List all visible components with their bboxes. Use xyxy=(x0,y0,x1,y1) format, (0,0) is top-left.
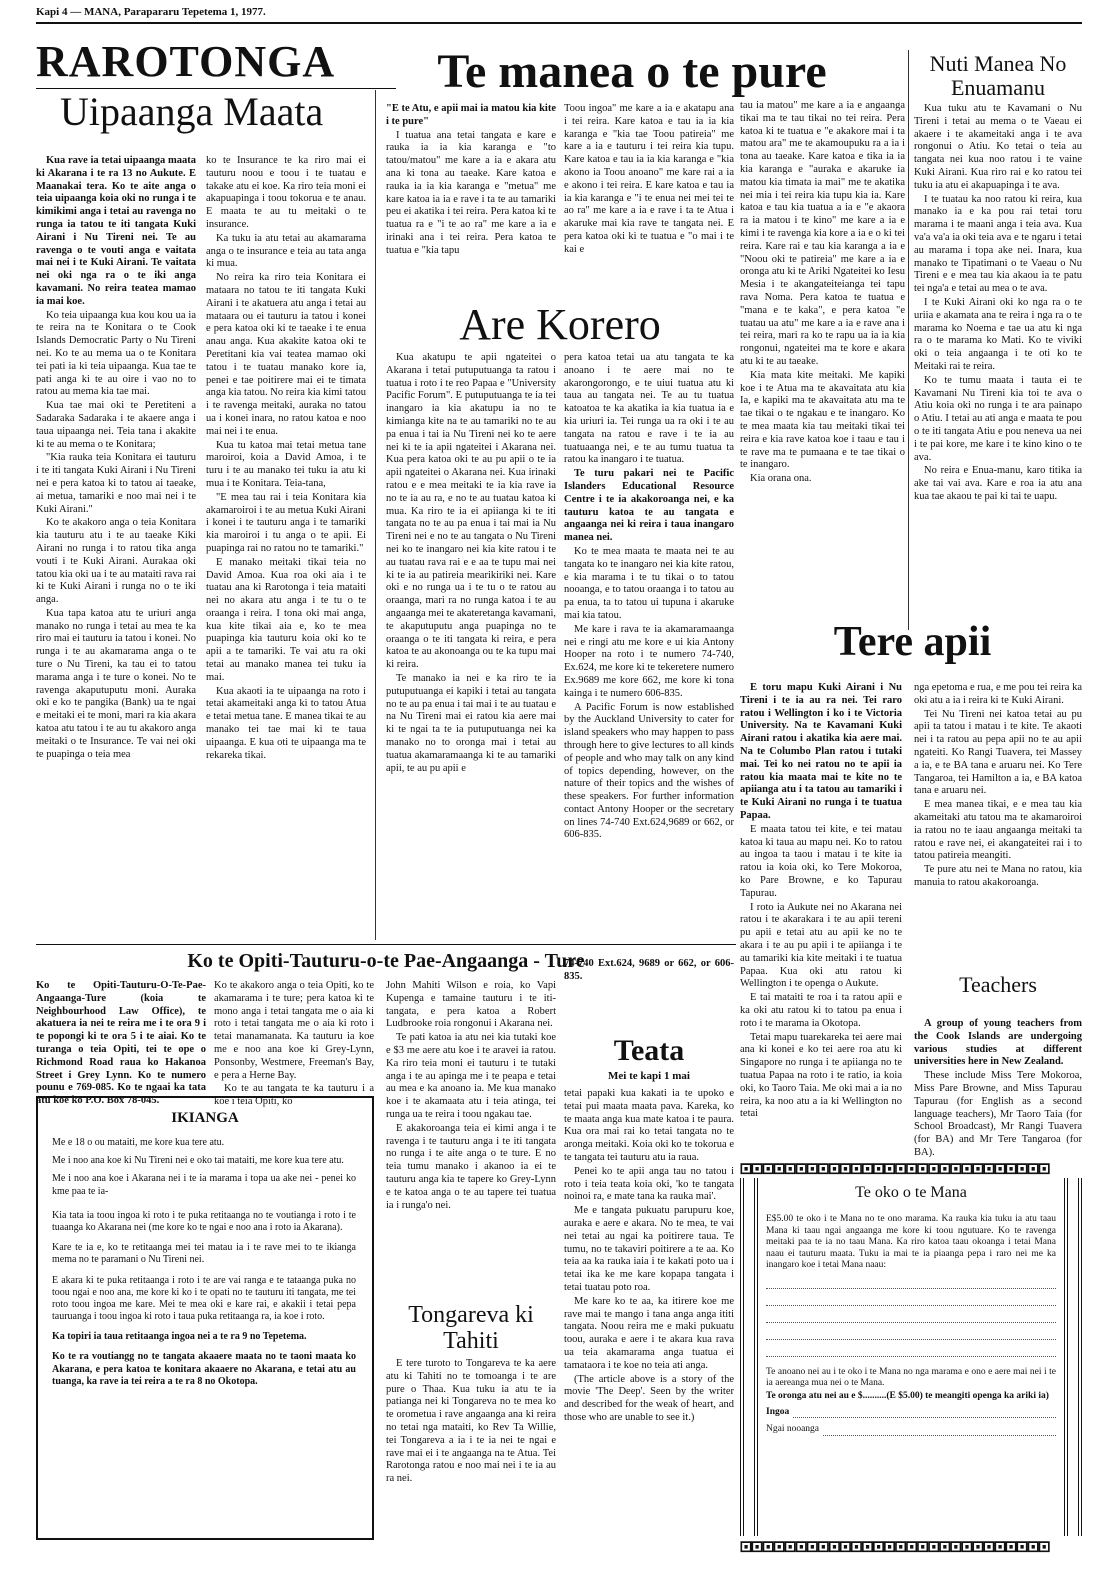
article-paragraph: I te Kuki Airani oki ko nga ra o te uriia e akamata ana te reira i nga ra o te marama ko Noema e tae ua atu ki nga ra o te marama ko Mati. Ko te viviki oki o teia angaanga i te oti ko te Meitaki rai te reira. xyxy=(914,296,1082,372)
article-paragraph: Kua akaoti ia te uipaanga na roto i tetai akameitaki anga ki to tatou Atua e tetai metua tane. E manea tikai te au manako tei tae mai ki te taua uipaanga. E kua oti te uipaanga ma te rekareka tikai. xyxy=(206,685,366,761)
subscription-intro: E$5.00 te oko i te Mana no te ono marama. Ka rauka kia tuku ia atu taau Mana ki taau ngai angaanga me kore ki toou ngutuare. Ko te ravenga meitaki paa te ia no taau Mana. Ka riro katoa taau okoanga i tetai Mana naau ei tauturu maata. Tuku ia mai te ia piaanga pepa i raro nei me ka inangaro koe i tetai Mana naau: xyxy=(766,1214,1056,1271)
article-paragraph: E manako meitaki tikai teia no David Amoa. Kua roa oki aia i te tuatau ana ki Rarotonga i teia mataiti nei no akara atu anga i te tu o te oraanga i reira. I tona oki mai anga, kua kite tikai aia e, ko te mea puapinga kia tauturu koia oki ko te apii a te tamariki. Te vai atu ra oki tetai au manako manea tei tuku ia mai. xyxy=(206,556,366,683)
nuti-col xyxy=(914,103,1082,625)
list-item: Ko te ra voutiangg no te tangata akaaere maata no te taoni maata ko Akarana, e pera katoa te konitara akaaere no Akarana, e tetai atu au tuanga, ka rave ia tei reira a te ra 8 no Okotopa. xyxy=(52,1351,356,1387)
subscription-box xyxy=(740,1158,1082,1558)
nuti-title: Nuti Manea No Enuamanu xyxy=(929,51,1067,100)
article-paragraph: Ka tuku ia atu tetai au akamarama anga o te insurance e teia au tata anga ki mua. xyxy=(206,232,366,270)
article-paragraph: Tei Nu Tireni nei katoa tetai au pu apii ta tatou i matau i te kite. Te akaoti nei i ta ratou au pepa apii no te au apii ngateiti. Ko Rangi Tuavera, tei Massey a ia, e te BA tana e aruaru nei. Ko Tere Tangaroa, tei Hamilton a ia, e BA katoa tana e aruaru nei. xyxy=(914,708,1082,797)
subscription-footer: Te anoano nei au i te oko i te Mana no nga marama e ono e aere mai nei i te ia aereanga mua nei o te Mana. xyxy=(766,1366,1056,1389)
article-paragraph: Ko te mea maata te maata nei te au tangata ko te inangaro nei kia kite ratou, e kia marama i te tu tikai o to tatou nooanga, e to tatou oraanga i to tatou au pa enua, ta to tatou ui tupuna i akaruke mai kia tatou. xyxy=(564,545,734,621)
article-paragraph: ko te Insurance te ka riro mai ei tauturu noou e toou i te tuatau e takake atu ei koe. Ka riro teia moni ei akapuapinga i toou tokorua e te anau. E maata te au tu meitaki o te insurance. xyxy=(206,155,366,230)
article-paragraph: tau ia matou" me kare a ia e angaanga tikai ma te tau tikai no tei reira. Pera katoa ki te tuatua e "e akakore mai i ta matou ara" me te akamoupuku ra a ia i tona au taeake. Kare katoa e tika ia ia kia karanga e "auraka e akaruke ia matou kia timata ia mai" me te akatika nei mia i tei reira kia tupu kia ia. Kare katoa e tau kia tuatua a ia e "e akaora ra ia matou i te kino" me kare a ia e kimi i te ravenga kia kore a ia e o ki tei reira. Kare rai e tau kia karanga a ia e "Noou oki te patireia" me kare a ia e oronga atu ki te Ariki Ngateitei ko Iesu Mesia i te akangateiteianga tei tapu rava Noma. Pera katoa te tuatua e "mana e te kaka", e pera katoa "e tuatau ua atu" me kare a ia e rave ana i tei reira, mari ra ko te rapu ua ia ia kia rongonui, ngateitei ma te kore e akara atu ki te au taeake. xyxy=(740,100,905,367)
list-item: E akara ki te puka retitaanga i roto i te are vai ranga e te tataanga puka no toou ngai e noo ana, me kore ki ko i te opati no te tauturu iti tangata, me tei roto toou ingoa me kare. Mei te mea oki e kare rai, e akakii i tetai pepa tauruanga i toou ingoa ki roto i taua puka retitaanga ra, ia koe i roto. xyxy=(52,1274,356,1323)
list-item: Ka topiri ia taua retitaanga ingoa nei a te ra 9 no Tepetema. xyxy=(52,1331,307,1343)
teachers-col xyxy=(914,1018,1082,1158)
manea-col2 xyxy=(564,103,734,288)
article-paragraph: Me e tangata pukuatu parupuru koe, auraka e aere e akara. No te mea, te vai nei tetai au ngai ka poitirere taua. Te tumu, no te takaviri poitirere a te aa. Ko teia aa ka rauka iaia i te kakati poto ua i tetai ika ke me kare kopapa tangata i tetai tuatau poto roa. xyxy=(564,1205,734,1293)
article-paragraph: "E te Atu, e apii mai ia matou kia kite i te pure" xyxy=(386,103,556,127)
manea-col1 xyxy=(386,103,556,288)
rarotonga-col1 xyxy=(36,155,196,940)
list-item: Kia tata ia toou ingoa ki roto i te puka retitaanga no te voutianga i roto i te tuaanga ko Akarana nei (me kore ko te ngai e noo ana i roto ia Akarana). xyxy=(52,1209,356,1233)
article-paragraph: (The article above is a story of the movie 'The Deep'. Seen by the writer and described for the weak of heart, and those who are unable to see it.) xyxy=(564,1373,734,1423)
article-paragraph: Ko te akakoro anga o teia Opiti, ko te akamarama i te ture; pera katoa ki te mono anga i tetai tangata me o aia ki roto i tetai tangata me o aia ki roto i tetai manamanata. Ka tauturu ia koe me e noo ana koe ki Grey-Lynn, Ponsonby, Westmere, Freeman's Bay, e pera a Herne Bay. xyxy=(214,980,374,1081)
arekorero-col1 xyxy=(386,352,556,942)
article-paragraph: pera katoa tetai ua atu tangata te ka anoano i te aere mai no te akarongorongo, e te uiui tuatua atu ki taua au tangata nei. Te au tu tuatua katoatoa te ka akatika ia kia tuatua ia e kia uriuri ia. Tei runga ua ra oki i te au tangata na ratou e rave i te ia au tuatuaanga nei, e te au tumu tuatua ta ratou ka inangaro i te tuatua. xyxy=(564,352,734,466)
teata-title: Teata xyxy=(613,1034,685,1067)
arekorero-title: Are Korero xyxy=(459,300,661,349)
article-paragraph: Te manako ia nei e ka riro te ia putuputuanga ei kapiki i tetai au tangata no te au pa enua i tai mai i te au tuatau e na Nu Tireni mai ei ratou kia aere mai ki te ngai ta te ia putuputuanga nei ka manako no to oronga mai i tetai au tuatua akamaramaanga ki te au tamariki apii, te au pu apii e xyxy=(386,672,556,774)
arekorero-col2 xyxy=(564,352,734,950)
column-divider xyxy=(375,90,376,940)
column-divider xyxy=(908,50,909,630)
manea-title: Te manea o te pure xyxy=(437,45,827,98)
article-paragraph: E mea manea tikai, e e mea tau kia akameitaki atu tatou ma te akamaroiroi ia ratou no te iaau angaanga meitaki ta ratou e rave nei, ei akangateitei rai i to tatou patireia meangiti. xyxy=(914,799,1082,862)
article-paragraph: E toru mapu Kuki Airani i Nu Tireni i te ia au ra nei. Tei raro ratou i Wellington i ko i te Victoria University. Na te Kavamani Kuki Airani ratou i akatika kia aere mai. Na te Columbo Plan ratou i tutaki mai. Tei ko nei ratou no te apii ia ratou kia maata mai te kite no te apiianga atu i ta tatou au tamariki i te Kuki Airani no runga i te tuatua Papaa. xyxy=(740,682,902,821)
opiti-col3 xyxy=(386,980,556,1300)
ikianga-items xyxy=(52,1137,356,1527)
form-line[interactable] xyxy=(766,1327,1056,1340)
header-rule xyxy=(36,22,1082,24)
article-paragraph: E tai mataiti te roa i ta ratou apii e ka oki atu ratou ki to tatou pa enua i roto i te marama ia Okotopa. xyxy=(740,992,902,1029)
greek-key-border-left xyxy=(740,1178,758,1536)
article-paragraph: A group of young teachers from the Cook Islands are undergoing various studies at different universities here in New Zealand. xyxy=(914,1018,1082,1068)
article-paragraph: Te pure atu nei te Mana no ratou, kia manuia to ratou akakoroanga. xyxy=(914,864,1082,888)
article-paragraph: Te pati katoa ia atu nei kia tutaki koe e $3 me aere atu koe i te aravei ia ratou. Ka riro teia moni ei tauturu i te tutaki anga i te au apinga me i te peapa e tetai au mea e ka anoano ia. Me kua manako koe i te akamaata atu i teia atinga, tei runga ua te reira i toou ngakau tae. xyxy=(386,1032,556,1120)
article-paragraph: Ko te Opiti-Tauturu-O-Te-Pae-Angaanga-Ture (koia te Neighbourhood Law Office), te akatuera ia nei te reira me i te ora 9 i te popongi ki te ora 5 i te aiai. Ko te turanga o teia Opiti, tei te ope o Richmond Road raua ko Hakanoa Street i Grey Lynn. Ko te numero pounu e 769-085. Ko te ngaai ka tata atu koe ko P.O. Box 78-045. xyxy=(36,980,206,1107)
article-paragraph: Toou ingoa" me kare a ia e akatapu ana i tei reira. Kare katoa e tau ia ia kia karanga e "kia tae Toou patireia" me kare a ia e tauturu i tei reira kia tupu. Kare katoa e tau ia ia kia karanga e "kia akono ia Toou anoano" me kare rai a ia e akono i tei reira. E kare katoa e tau ia ia kia karanga e "i te enua nei mei tei te ao ra" me kare a ia e rave i ta te Atua i akaruke mai kia rave te tangata nei. E pera katoa oki ki te tuatua e "o mai i te kai e xyxy=(564,103,734,255)
teata-subtitle: Mei te kapi 1 mai xyxy=(608,1070,690,1082)
subscription-amount: Te oronga atu nei au e $..........(E $5.00) te meangiti openga ka ariki ia) xyxy=(766,1391,1049,1402)
subscription-body xyxy=(766,1214,1056,1530)
page-folio: Kapi 4 — MANA, Parapararu Tepetema 1, 1977. xyxy=(36,6,266,18)
article-paragraph: Ko te akakoro anga o teia Konitara kia tauturu atu i te au taeake Kiki Airani no runga i to ratou tika anga vouti i te Kuki Airani. Aurakaa oki tatou kia oki ua i te au mataiti rava rai ki te Kuki Airani i runga no o te iki anga. xyxy=(36,517,196,606)
rarotonga-subtitle: Uipaanga Maata xyxy=(60,89,324,134)
greek-key-border-right xyxy=(1064,1178,1082,1536)
article-paragraph: "E mea tau rai i teia Konitara kia akamaroiroi i te au metua Kuki Airani i konei i te tauturu anga i te tamariki kia maroiroi i tu anga o te apii. Ei puapinga rai no ratou no te tamariki." xyxy=(206,491,366,554)
article-paragraph: I tuatua ana tetai tangata e kare e rauka ia ia kia karanga e "to tatou/matou" me kare a ia e akara atu ana ki tona au taeake. Kare katoa e rauka ia ia kia karanga e "metua" me kare katoa ia ia e rave i ta te au tamariki peu ei akatika i tei reira. Pera katoa ki te tuatua ra e "i te ao ra" me kare a ia e irinaki ana i tei reira. Pera katoa te tuatua e "kia tapu xyxy=(386,129,556,256)
article-paragraph: Ko te tumu maata i tauta ei te Kavamani Nu Tireni kia toi te ava o Atiu koia oki no runga i te ara painapo o Atiu. I tetai au ati anga e maata te pou o te iti tangata Atiu e pou neneva ua nei i te pai kore, me kare i te kino kino o te ava. xyxy=(914,374,1082,463)
article-paragraph: Kia orana ona. xyxy=(750,473,812,485)
opiti-col2 xyxy=(214,980,374,1108)
tongareva-title: Tongareva ki Tahiti xyxy=(408,1302,534,1354)
article-paragraph: Penei ko te apii anga tau no tatou i roto i teia teata koia oki, 'ko te tangata noinoi ra, e mate tana ka rauka mai'. xyxy=(564,1165,734,1203)
article-paragraph: E akakoroanga teia ei kimi anga i te ravenga i te tauturu anga i te iti tangata no runga i te aite anga o te ture. E no teia tumu manako i akanoo ia ei te tauturu anga kia te tapere ko Grey-Lynn e te katoa anga o te au tapere tei tuatua ia i runga'o nei. xyxy=(386,1122,556,1211)
name-row xyxy=(766,1407,1056,1419)
article-paragraph: E tere turoto to Tongareva te ka aere atu ki Tahiti no te tomoanga i te are pure o Thaa. Kua tuku ia atu te ia patianga nei ki Tongareva no te mea ko te orometua i rave angaanga ana ki reira no tetai nga mataiti, ko Rev Ta Willie, tei Tongareva a ia i te ia nei te ngai e rave mai ei i te angaanga na te Atua. Tei Rarotonga ratou e noo mai nei i te ia au ra nei. xyxy=(386,1358,556,1485)
address-label: Ngai nooanga xyxy=(766,1424,820,1435)
form-line[interactable] xyxy=(766,1293,1056,1306)
form-line[interactable] xyxy=(766,1276,1056,1289)
article-paragraph: Kua tu katoa mai tetai metua tane maroiroi, koia a David Amoa, i te turu i te au manako tei tuku ia atu ki mua i te Konitara. Teia-tana, xyxy=(206,439,366,489)
article-paragraph: Me kare ko te aa, ka itirere koe me rave mai te mango i tana anga anga ititi tangata. Noou reira me e maki pukuatu toou, auraka e aere i te akara kua rava ua teia akamarama anga tuatua ei tamataora i te koe no teia ati anga. xyxy=(564,1295,734,1371)
article-paragraph: A Pacific Forum is now established by the Auckland University to cater for island speakers who may happen to pass through here to give lectures to all kinds of people and who may talk on any kind of topics depending, however, on the nature of their topics and the wishes of these speakers. For further information contact Antony Hooper or the secretary on lines 74-740 Ext.624,9689 or 662, or 606-835. xyxy=(564,701,734,841)
ikianga-title: IKIANGA xyxy=(171,1110,239,1126)
article-paragraph: Ko te au tangata te ka tauturu i a koe i teia Opiti, ko xyxy=(214,1083,374,1108)
opiti-col4 xyxy=(564,958,734,1038)
article-paragraph: Te turu pakari nei te Pacific Islanders Educational Resource Centre i te ia akakoroanga nei, e ka tauturu katoa te au tangata e angaanga nei ki reira i taua inangaro manea nei. xyxy=(564,468,734,544)
article-paragraph: nga epetoma e rua, e me pou tei reira ka oki atu a ia i reira ki te Kuki Airani. xyxy=(914,682,1082,706)
article-paragraph: Kua tapa katoa atu te uriuri anga manako no runga i tetai au mea te ka riro mai ei tauturu ia tatou i konei. No runga i te au akamarama anga o te ture o Nu Tireni, ka tau ei to tatou marama anga i te ture o konei. No te ravenga akaputuputu moni. Auraka oki e ko te pangika (Bank) ua te ngai e meitaki ei te moni, mari ra kia akara katoa atu tatou i te au tu akakoro anga meitaki o te Insurance. Te vai nei oki te puapinga o teia mea xyxy=(36,607,196,760)
article-paragraph: Kua akatupu te apii ngateitei o Akarana i tetai putuputuanga ta ratou i tuatua i roto i te reo Papaa e "University Pacific Forum". E putuputuanga te ia tei inangaro ia kia akatupu ia no te kimianga kite na te au tamariki no te au pa enua i tai ia Nu Tireni nei ko te aere nei ki te ia apii ngateitei i Akarana nei. Kua pera katoa oki te au pu apii o te ia apii ngateitei o Akarana nei. Kua irinaki ratou e e mea meitaki te ia kia rave ia no te ia au ra, e no te au tuatau katoa ki mua. Ka riro te ia ei apiianga ki te iti tangata no te au pa enua i tai mai ia Nu Tireni nei e no te au tangata o Nu Tireni nei ko te inangaro nei kia kite ratou i te au tuatau rava rai e e aa te tupu mai nei ki te ia au patireia mearikiriki nei. Kare oki e no runga ua i te tu o te ratou au oraanga, mari ra no runga katoa i te au angaanga mei te akateretanga kavamani, te akaputuputu anga puapinga no te oraanga o te iti tangata ki reira, e pera katoa te au akonoanga ou te ka tupu mai ki reira. xyxy=(386,352,556,671)
article-paragraph: I te tuatau ka noo ratou ki reira, kua manako ia e ka pou rai tetai toru marama i te maani anga i teia ava. Kua va'a va'a ia oki teia ava e te ngaru i tetai au marama i topa ake nei. Inara, kua manako te Tipatimani o te Vaeau o Nu Tireni e e mea tau kia akaou ia te patu tei nga'a e tetai au mea o te ava. xyxy=(914,193,1082,295)
ikianga-box xyxy=(36,1096,374,1540)
manea-col3 xyxy=(740,100,905,620)
tereapii-col1 xyxy=(740,682,902,1142)
list-item: Me e 18 o ou mataiti, me kore kua tere atu. xyxy=(52,1137,225,1148)
article-paragraph: Kua rave ia tetai uipaanga maata ki Akarana i te ra 13 no Aukute. E Maanakai tera. Ko te aite anga o teia uipaanga koia oki no runga i te kimikimi anga i tetai au ravenga no runga ia tatou te iti tangata Kuki Airani i Nu Tireni nei. Te au ravenga o te vouti anga e vaitata mai nei i te Kuki Airani. Te vaitata nei oki nga ra o te iki anga kavamani. No reira teatea mamao ia mai koe. xyxy=(36,155,196,307)
article-paragraph: Ko teia uipaanga kua kou kou ua ia te reira na te Konitara o te Cook Islands Democratic Party o Nu Tireni nei. Ko te au mema ua o te Konitara tei pati ia ki teia uipaanga. Kua tae te pati anga ki te au oire i vao no to ratou au mema kia tae mai. xyxy=(36,309,196,398)
greek-key-border-bottom: ⊡⊡⊡⊡⊡⊡⊡⊡⊡⊡⊡⊡⊡⊡⊡⊡⊡⊡⊡⊡⊡⊡⊡⊡⊡⊡⊡⊡ xyxy=(740,1534,1050,1558)
form-line[interactable] xyxy=(766,1310,1056,1323)
teachers-title: Teachers xyxy=(959,972,1037,997)
article-paragraph: John Mahiti Wilson e roia, ko Vapi Kupenga e tamaine tauturu i te iti-tangata, e pera katoa a Robert Ludbrooke roia rongonui i Akarana nei. xyxy=(386,980,556,1030)
tereapii-title: Tere apii xyxy=(833,619,992,665)
article-paragraph: I roto ia Aukute nei no Akarana nei ratou i te akarakara i te au apii tereni pu apii e tetai atu au apii ke no te akara i te au pu apii i te apiianga i te au tamariki kia kite meitaki i te tuatua Papaa. Kua oki atu ratou ki Wellington i te openga o Aukute. xyxy=(740,901,902,990)
article-paragraph: E maata tatou tei kite, e tei matau katoa ki taua au mapu nei. Ko to ratou au ingoa ta taou i matau i te kite ia ratou ia koia oki, ko Tere Mokoroa, ko Pare Browne, e ko Tapurau Tapurau. xyxy=(740,823,902,899)
article-paragraph: "Kia rauka teia Konitara ei tauturu i te iti tangata Kuki Airani i Nu Tireni nei e pera katoa ki to tatou ai taeake, ai metua, tamariki e noo mai nei i te Kuki Airani." xyxy=(36,452,196,515)
rarotonga-col2 xyxy=(206,155,366,940)
article-paragraph: No reira ka riro teia Konitara ei mataara no tatou te iti tangata Kuki Airani i te akatuera atu anga i tetai au mataara ou ei tauturu ia tatou i konei e pera katoa oki ki te taeake i te enua anau anga. Kua akakite katoa oki te Peretitani kia vai teatea mamao oki tatou i te tuatau manako kore ia, penei e tae poitirere mai ei te timata anga kia tatou. No reira kia kimi tatou i te ravenga meitaki, auraka no tatou ua i konei inara, no ratou katoa e noo mai nei i te enua. xyxy=(206,272,366,437)
name-label: Ingoa xyxy=(766,1406,790,1417)
tereapii-col2 xyxy=(914,682,1082,950)
article-paragraph: Me kare i rava te ia akamaramaanga nei e ringi atu me kore e ui kia Antony Hooper na roto i te numero 74-740, Ex.624, me kore ki te tekeretere numero Ex.9689 me kore 662, me kore ki tona kainga i te numero 606-835. xyxy=(564,623,734,699)
tongareva-col xyxy=(386,1358,556,1558)
article-paragraph: Kua tae mai oki te Peretiteni a Sadaraka Sadaraka i te akaere anga i taua uipaanga nei. Teia tana i akakite ki te au mema o te Konitara; xyxy=(36,400,196,450)
subscription-title: Te oko o te Mana xyxy=(855,1184,967,1201)
teata-col xyxy=(564,1088,734,1558)
list-item: Me i noo ana koe i Akarana nei i te ia marama i topa ua ake nei - penei ko kme paa te ia- xyxy=(52,1173,356,1197)
opiti-top-rule xyxy=(36,944,736,945)
list-item: Me i noo ana koe ki Nu Tireni nei e oko tai mataiti, me kore kua tere atu. xyxy=(52,1155,344,1167)
article-paragraph: Tetai mapu tuarekareka tei aere mai ana ki konei e ko tei aere roa atu ki Singapore no runga i te apiianga no te tuatua Papaa na roto i te ratio, ia koia oki, ko Taoro Taia. Me oki mai a ia no reira, ka noo atu a ia ki Wellington no tetai xyxy=(740,1031,902,1120)
article-paragraph: These include Miss Tere Mokoroa, Miss Pare Browne, and Miss Tapurau Tapurau (for English as a second language teachers), Mr Taoro Taia (for School Broadcast), Mr Rangi Tuavera (for BA) and Mr Tere Tangaroa (for BA). xyxy=(914,1070,1082,1158)
article-paragraph: Kia mata kite meitaki. Me kapiki koe i te Atua ma te akavaitata atu kia Ia, e kapiki ma te akavaitata atu ma te tae tikai o te ngakau e te inangaro. Ko te mea maata kia tau meitaki tikai tei reira e kia rave katoa koe i taau e tau i te rave ma te pumaana e te tae tikai o te inangaro. xyxy=(740,369,905,471)
article-paragraph: 74-740 Ext.624, 9689 or 662, or 606-835. xyxy=(564,958,734,982)
list-item: Kare te ia e, ko te retitaanga mei tei matau ia i te rave mei to te ikianga mema no te paramani o Nu Tireni nei. xyxy=(52,1242,356,1266)
article-paragraph: Kua tuku atu te Kavamani o Nu Tireni i tetai au mema o te Vaeau ei akaere i te akameitaki anga i te ava rongonui o Atiu. Ko tetai o teia au tangata nei kua noo ratou i te vaine Kuki Airani. Kua riro rai e ko ratou tei tuku ia atu ei akapuapinga i te ava. xyxy=(914,103,1082,191)
article-paragraph: tetai papaki kua kakati ia te upoko e tetai pui maata maata pava. Kareka, ko te maata anga kua mate katoa i te paura. Kua ora mai rai ko tetai tangata no te aronga meitaki. Koia oki ko te tokorua e te tangata tei tauturu atu ia raua. xyxy=(564,1088,734,1163)
form-line[interactable] xyxy=(766,1344,1056,1357)
opiti-col1 xyxy=(36,980,206,1107)
name-input[interactable] xyxy=(793,1407,1056,1419)
rarotonga-title: RAROTONGA xyxy=(36,37,336,86)
opiti-title: Ko te Opiti-Tauturu-o-te Pae-Angaanga - Ture xyxy=(187,950,585,972)
greek-key-border-top: ⊡⊡⊡⊡⊡⊡⊡⊡⊡⊡⊡⊡⊡⊡⊡⊡⊡⊡⊡⊡⊡⊡⊡⊡⊡⊡⊡⊡ xyxy=(740,1156,1050,1180)
article-paragraph: No reira e Enua-manu, karo titika ia ake tai vai ava. Kare e roa ia atu ana kua tae akaou te pai ki tai te uapu. xyxy=(914,465,1082,502)
address-input[interactable] xyxy=(823,1424,1056,1436)
address-row xyxy=(766,1424,1056,1436)
